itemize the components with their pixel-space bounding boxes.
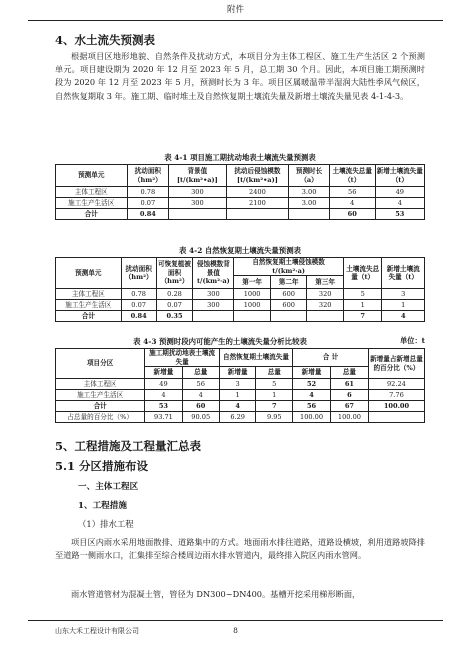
t2-h-bg: 侵蚀模数背景值 t/(km²·a) [193, 258, 234, 289]
t3-cell: 4 [145, 390, 182, 401]
t3-cell: 90.05 [182, 412, 219, 423]
t2-cell: 600 [270, 300, 307, 311]
table-total-row [56, 311, 425, 322]
t3-h-total-2: 总量 [256, 367, 293, 379]
t3-h-new-3: 新增量 [293, 367, 331, 379]
t2-cell: 1 [343, 300, 382, 311]
t1-cell: 3.00 [289, 198, 330, 209]
t2-cell: 主体工程区 [56, 289, 122, 300]
table-row [56, 198, 425, 209]
t3-cell: 93.71 [145, 412, 182, 423]
t3-cell: 6 [330, 390, 368, 401]
table-4-3-header [56, 349, 425, 367]
t1-cell: 0.07 [127, 198, 169, 209]
t3-cell: 56 [182, 379, 219, 390]
t2-cell: 300 [193, 289, 234, 300]
t2-cell: 合计 [56, 311, 122, 322]
t3-cell [368, 412, 424, 423]
t3-cell: 5 [256, 379, 293, 390]
t2-cell [307, 311, 344, 322]
subheading-main-area: 一、主体工程区 [78, 482, 139, 492]
t3-cell: 67 [330, 401, 368, 412]
t3-h-g1: 施工期扰动地表土壤流失量 [145, 349, 220, 367]
t3-cell: 4 [219, 401, 256, 412]
footer-rule [28, 620, 443, 621]
t3-cell: 4 [182, 390, 219, 401]
t3-cell: 6.29 [219, 412, 256, 423]
section-4-heading: 4、水土流失预测表 [55, 33, 156, 47]
t3-cell: 3 [219, 379, 256, 390]
t1-cell: 300 [169, 187, 226, 198]
t3-cell: 1 [256, 390, 293, 401]
table-4-1-caption: 表 4-1 项目施工期扰动地表土壤流失量预测表 [164, 153, 316, 162]
t3-h-g2: 自然恢复期土壤流失量 [219, 349, 292, 367]
t2-h-veg: 可恢复植被面积（hm²） [156, 258, 193, 289]
table-row [56, 300, 425, 311]
t1-cell: 49 [375, 187, 424, 198]
drainage-paragraph: 项目区内雨水采用地面散排、道路集中的方式。地面雨水排往道路，道路设横坡，利用道路坡降排至道路一侧雨水口，汇集排至综合楼周边雨水排水管道内，最终排入院区内雨水管网。 [55, 537, 425, 561]
t1-cell [226, 209, 289, 220]
table-total-row [56, 401, 425, 412]
t1-cell: 3.00 [289, 187, 330, 198]
t1-h-dur: 预测时长（a） [289, 165, 330, 187]
table-4-3-caption: 表 4-3 预测时段内可能产生的土壤流失量分析比较表 [133, 337, 307, 346]
t1-cell: 60 [329, 209, 375, 220]
t3-cell: 100.00 [293, 412, 331, 423]
t2-cell: 3 [382, 289, 425, 300]
t3-cell: 合计 [56, 401, 145, 412]
t2-cell: 300 [193, 300, 234, 311]
t2-cell: 施工生产生活区 [56, 300, 122, 311]
t1-cell: 300 [169, 198, 226, 209]
header-title: 附件 [226, 5, 244, 15]
t2-h-unit: 预测单元 [56, 258, 122, 289]
t2-cell: 320 [307, 289, 344, 300]
page-number: 8 [233, 626, 238, 635]
t3-cell: 100.00 [330, 412, 368, 423]
t2-cell: 0.84 [121, 311, 156, 322]
t3-cell: 92.24 [368, 379, 424, 390]
t3-h-new-2: 新增量 [219, 367, 256, 379]
table-pct-row [56, 412, 425, 423]
t3-cell: 49 [145, 379, 182, 390]
t1-h-bg: 背景值[t/(km²•a)] [169, 165, 226, 187]
t3-cell: 1 [219, 390, 256, 401]
t2-h-y3: 第三年 [307, 276, 344, 289]
section-5-1-heading: 5.1 分区措施布设 [55, 459, 149, 473]
t1-h-area: 扰动面积（hm²） [127, 165, 169, 187]
table-4-2-caption: 表 4-2 自然恢复期土壤流失量预测表 [179, 246, 301, 255]
t1-cell: 4 [375, 198, 424, 209]
table-4-3-unit: 单位：t [400, 336, 425, 345]
t2-cell: 1000 [234, 289, 271, 300]
t3-cell: 53 [145, 401, 182, 412]
t3-cell: 9.95 [256, 412, 293, 423]
t2-h-total: 土壤流失总量（t） [343, 258, 382, 289]
t1-h-mod: 扰动后侵蚀模数[t/(km²•a)] [226, 165, 289, 187]
t2-cell: 600 [270, 289, 307, 300]
t3-cell: 61 [330, 379, 368, 390]
t1-cell [289, 209, 330, 220]
t3-cell: 7.76 [368, 390, 424, 401]
t3-cell: 56 [293, 401, 331, 412]
t3-cell: 4 [293, 390, 331, 401]
t1-h-new: 新增土壤流失量（t） [375, 165, 424, 187]
table-row [56, 379, 425, 390]
t3-cell: 52 [293, 379, 331, 390]
t2-h-y2: 第二年 [270, 276, 307, 289]
t2-h-area: 扰动面积（hm²） [121, 258, 156, 289]
t3-cell: 占总量的百分比（%） [56, 412, 145, 423]
footer-company: 山东大禾工程设计有限公司 [55, 627, 139, 635]
table-4-2 [55, 257, 425, 322]
t2-cell: 0.28 [156, 289, 193, 300]
t1-cell: 施工生产生活区 [56, 198, 128, 209]
table-4-1-header [56, 165, 425, 187]
t1-h-unit: 预测单元 [56, 165, 128, 187]
t1-cell: 56 [329, 187, 375, 198]
table-4-2-header [56, 258, 425, 276]
section-5-heading: 5、工程措施及工程量汇总表 [55, 439, 202, 453]
section-4-paragraph: 根据项目区地形地貌、自然条件及扰动方式，本项目分为主体工程区、施工生产生活区 2 个预测单元。项目建设期为 2020 年 12 月至 2023 年 5 月，总工期 30 个月。因此，本项目施工期预测时段为 2020 年 12 月至 2023 年 5 月，预测时长为 3 年。项目区属暖温带半湿润大陆性季风气候区，自然恢复期取 3 年。施工期、临时堆土及自然恢复期土壤流失量及新增土壤流失量见表 4-1-4-3。 [55, 51, 425, 101]
t3-cell: 60 [182, 401, 219, 412]
t3-h-total-1: 总量 [182, 367, 219, 379]
t1-cell [169, 209, 226, 220]
t3-cell: 7 [256, 401, 293, 412]
t2-h-nat: 自然恢复期土壤侵蚀模数 t/(km²·a) [234, 258, 344, 276]
pipe-paragraph: 雨水管道管材为混凝土管，管径为 DN300~DN400。基槽开挖采用梯形断面， [71, 589, 361, 599]
t1-cell: 0.84 [127, 209, 169, 220]
t1-cell: 主体工程区 [56, 187, 128, 198]
table-4-1 [55, 164, 425, 220]
subheading-engineering: 1、工程措施 [78, 501, 127, 511]
t3-cell: 100.00 [368, 401, 424, 412]
t1-cell: 合计 [56, 209, 128, 220]
table-4-3 [55, 348, 425, 423]
t2-cell: 0.35 [156, 311, 193, 322]
t3-h-pct: 新增量占新增总量的百分比（%） [368, 349, 424, 379]
t2-cell: 0.78 [121, 289, 156, 300]
table-total-row [56, 209, 425, 220]
t3-h-area: 项目分区 [56, 349, 145, 379]
t2-h-new: 新增土壤流失量（t） [382, 258, 425, 289]
t1-h-total: 土壤流失总量（t） [329, 165, 375, 187]
t2-cell [270, 311, 307, 322]
t1-cell: 2400 [226, 187, 289, 198]
t2-cell: 5 [343, 289, 382, 300]
t3-h-g3: 合 计 [293, 349, 369, 367]
subheading-drainage: （1）排水工程 [78, 519, 134, 529]
table-row [56, 289, 425, 300]
t2-cell: 0.07 [156, 300, 193, 311]
t2-h-y1: 第一年 [234, 276, 271, 289]
t2-cell: 320 [307, 300, 344, 311]
t1-cell: 2100 [226, 198, 289, 209]
table-row [56, 187, 425, 198]
t1-cell: 53 [375, 209, 424, 220]
t3-h-new-1: 新增量 [145, 367, 182, 379]
t2-cell: 4 [382, 311, 425, 322]
t2-cell: 0.07 [121, 300, 156, 311]
t2-cell [193, 311, 234, 322]
t3-h-total-3: 总量 [330, 367, 368, 379]
t2-cell [234, 311, 271, 322]
t1-cell: 0.78 [127, 187, 169, 198]
t2-cell: 1 [382, 300, 425, 311]
t1-cell: 4 [329, 198, 375, 209]
t2-cell: 1000 [234, 300, 271, 311]
t3-cell: 主体工程区 [56, 379, 145, 390]
page-header [28, 0, 443, 21]
t2-cell: 7 [343, 311, 382, 322]
table-row [56, 390, 425, 401]
t3-cell: 施工生产生活区 [56, 390, 145, 401]
